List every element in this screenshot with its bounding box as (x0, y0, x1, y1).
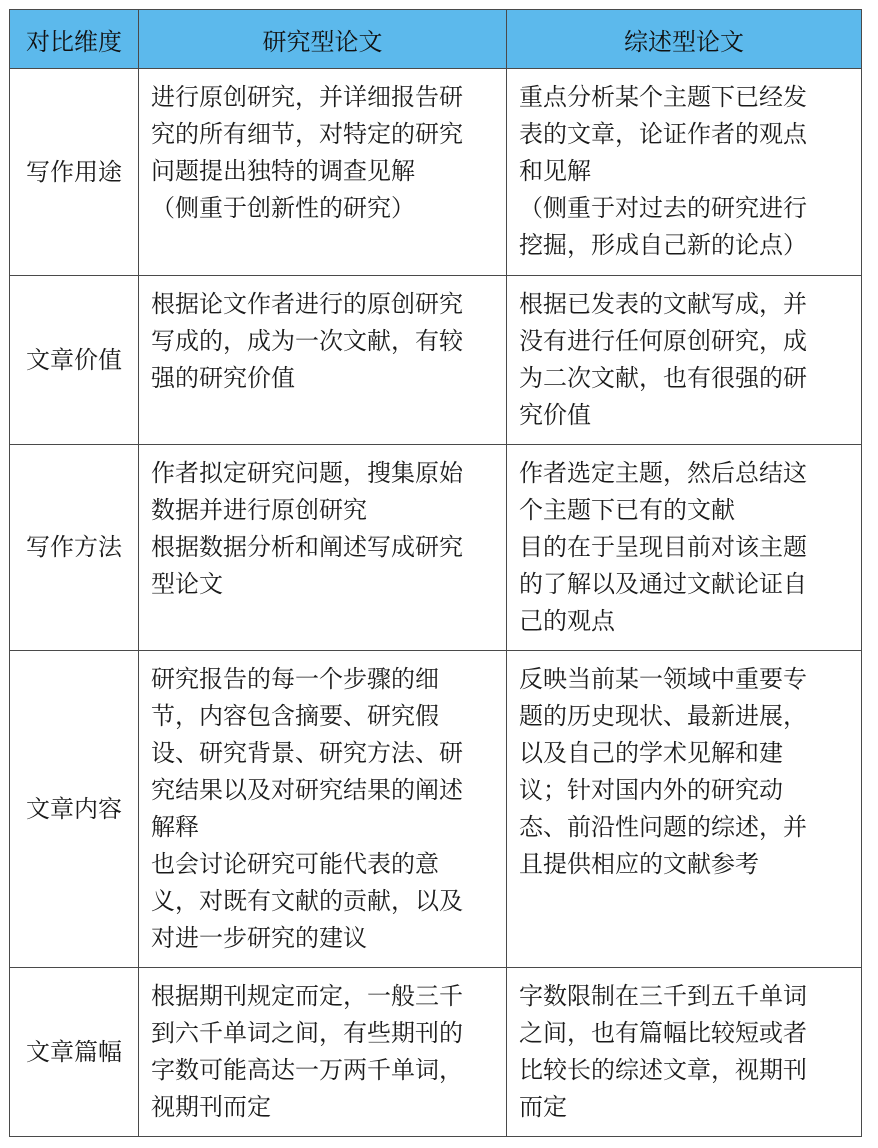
review-cell (507, 276, 862, 445)
cell-line: 个主题下已有的文献 (519, 496, 735, 524)
cell-line: （侧重于对过去的研究进行 (519, 194, 807, 222)
cell-line: 没有进行任何原创研究，成 (519, 327, 807, 355)
cell-line: 对进一步研究的建议 (151, 924, 367, 952)
cell-line: 表的文章，论证作者的观点 (519, 120, 807, 148)
review-cell (507, 445, 862, 651)
cell-line: 反映当前某一领域中重要专 (519, 665, 807, 693)
research-cell (139, 651, 507, 968)
cell-line: 根据数据分析和阐述写成研究 (151, 533, 463, 561)
cell-line: （侧重于创新性的研究） (151, 194, 415, 222)
cell-line: 和见解 (519, 157, 591, 185)
cell-line: 视期刊而定 (151, 1093, 271, 1121)
cell-line: 根据期刊规定而定，一般三千 (151, 982, 463, 1010)
cell-line: 态、前沿性问题的综述，并 (519, 813, 807, 841)
header-dimension: 对比维度 (10, 10, 139, 69)
cell-line: 字数可能高达一万两千单词， (151, 1056, 463, 1084)
comparison-table (9, 9, 862, 1137)
cell-line: 作者拟定研究问题，搜集原始 (151, 459, 463, 487)
table-row (10, 276, 862, 445)
cell-line: 问题提出独特的调查见解 (151, 157, 415, 185)
cell-line: 写成的，成为一次文献，有较 (151, 327, 463, 355)
cell-line: 设、研究背景、研究方法、研 (151, 739, 463, 767)
cell-line: 目的在于呈现目前对该主题 (519, 533, 807, 561)
header-row (10, 10, 862, 69)
cell-line: 型论文 (151, 570, 223, 598)
cell-line: 也会讨论研究可能代表的意 (151, 850, 439, 878)
review-cell (507, 651, 862, 968)
cell-line: 强的研究价值 (151, 364, 295, 392)
research-cell (139, 69, 507, 276)
cell-line: 进行原创研究，并详细报告研 (151, 83, 463, 111)
row-dimension: 文章内容 (10, 651, 139, 968)
cell-line: 己的观点 (519, 607, 615, 635)
research-cell (139, 276, 507, 445)
cell-line: 以及自己的学术见解和建 (519, 739, 783, 767)
cell-line: 节，内容包含摘要、研究假 (151, 702, 439, 730)
cell-line: 议；针对国内外的研究动 (519, 776, 783, 804)
cell-line: 之间，也有篇幅比较短或者 (519, 1019, 807, 1047)
review-cell (507, 968, 862, 1137)
row-dimension: 写作方法 (10, 445, 139, 651)
table-row (10, 651, 862, 968)
cell-line: 研究报告的每一个步骤的细 (151, 665, 439, 693)
cell-line: 字数限制在三千到五千单词 (519, 982, 807, 1010)
review-cell (507, 69, 862, 276)
table-row (10, 69, 862, 276)
header-review: 综述型论文 (507, 10, 862, 69)
cell-line: 根据论文作者进行的原创研究 (151, 290, 463, 318)
row-dimension: 文章篇幅 (10, 968, 139, 1137)
research-cell (139, 445, 507, 651)
cell-line: 究价值 (519, 401, 591, 429)
row-dimension: 文章价值 (10, 276, 139, 445)
cell-line: 数据并进行原创研究 (151, 496, 367, 524)
cell-line: 为二次文献，也有很强的研 (519, 364, 807, 392)
table-row (10, 445, 862, 651)
cell-line: 义，对既有文献的贡献，以及 (151, 887, 463, 915)
table-row (10, 968, 862, 1137)
cell-line: 且提供相应的文献参考 (519, 850, 759, 878)
cell-line: 的了解以及通过文献论证自 (519, 570, 807, 598)
cell-line: 究结果以及对研究结果的阐述 (151, 776, 463, 804)
cell-line: 到六千单词之间，有些期刊的 (151, 1019, 463, 1047)
header-research: 研究型论文 (139, 10, 507, 69)
row-dimension: 写作用途 (10, 69, 139, 276)
cell-line: 而定 (519, 1093, 567, 1121)
cell-line: 挖掘，形成自己新的论点） (519, 231, 807, 259)
cell-line: 题的历史现状、最新进展， (519, 702, 807, 730)
cell-line: 根据已发表的文献写成，并 (519, 290, 807, 318)
cell-line: 究的所有细节，对特定的研究 (151, 120, 463, 148)
cell-line: 作者选定主题，然后总结这 (519, 459, 807, 487)
cell-line: 重点分析某个主题下已经发 (519, 83, 807, 111)
comparison-table-wrapper (9, 9, 861, 1137)
research-cell (139, 968, 507, 1137)
cell-line: 比较长的综述文章，视期刊 (519, 1056, 807, 1084)
cell-line: 解释 (151, 813, 199, 841)
